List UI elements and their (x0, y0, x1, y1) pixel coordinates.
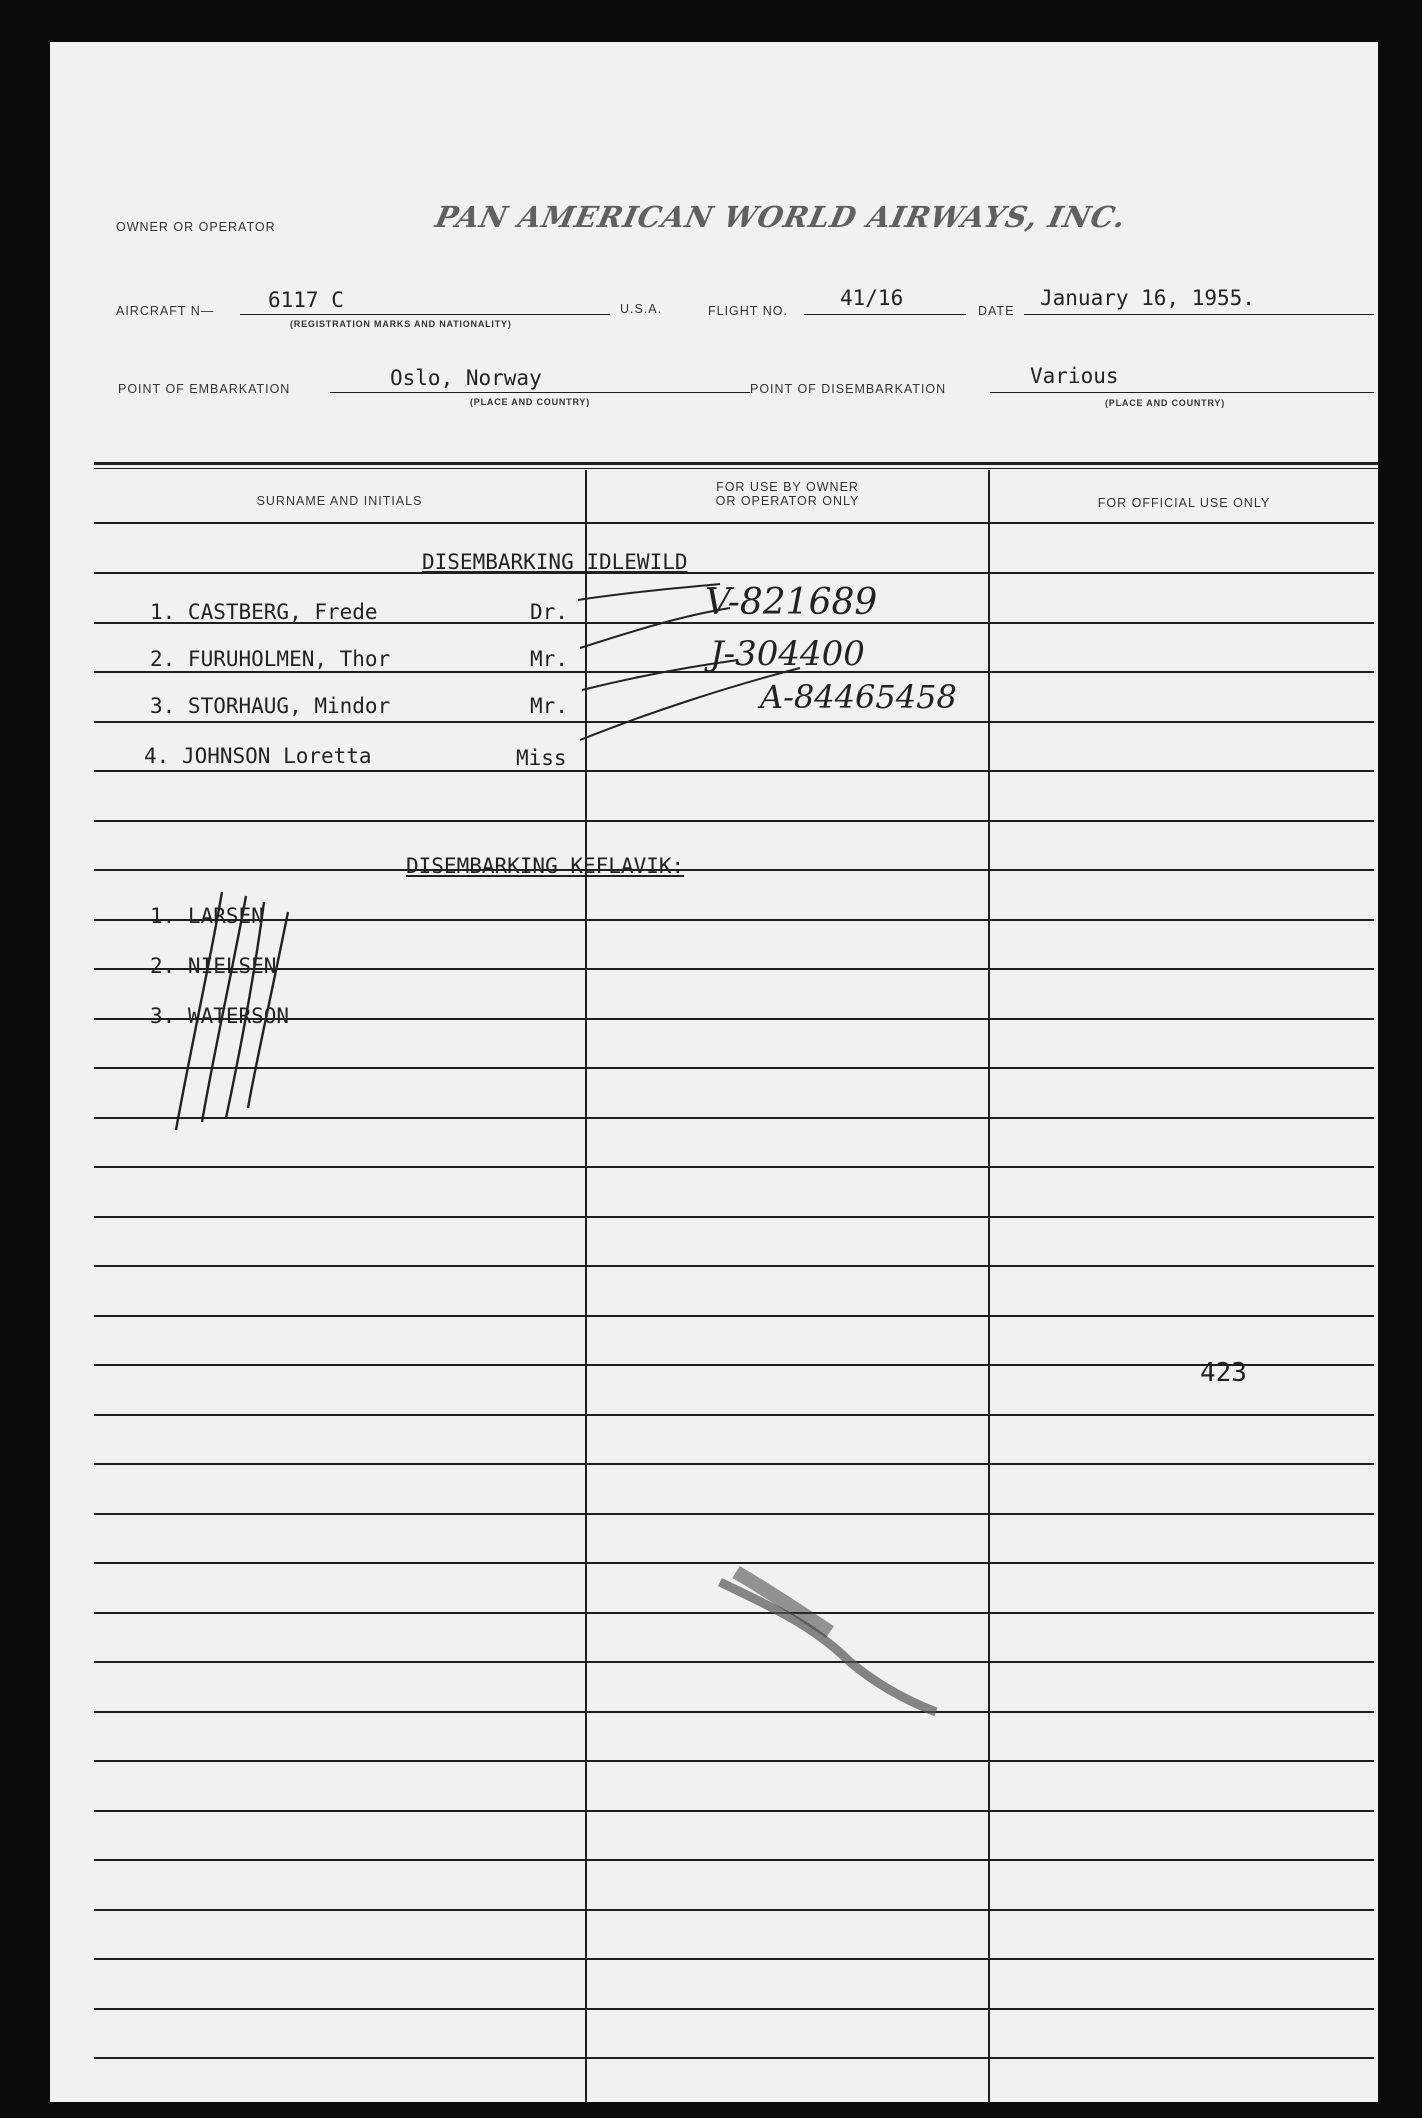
handwritten-strokes (570, 572, 990, 772)
table-rule (94, 1364, 1374, 1366)
passenger-name: 4. JOHNSON Loretta (144, 744, 372, 768)
cross-out-strokes (160, 882, 320, 1142)
table-top-rule (94, 462, 1378, 465)
table-rule (94, 1315, 1374, 1317)
table-rule (94, 1958, 1374, 1960)
passenger-name: 1. LARSEN (150, 904, 264, 928)
passenger-name: 2. FURUHOLMEN, Thor (150, 647, 391, 671)
passenger-code: A-84465458 (760, 678, 957, 716)
flight-label: FLIGHT NO. (708, 304, 788, 318)
table-rule (94, 1810, 1374, 1812)
section-heading-idlewild: DISEMBARKING IDLEWILD (422, 550, 688, 574)
table-rule (94, 869, 1374, 871)
disembark-value: Various (1030, 364, 1119, 388)
table-top-rule-2 (94, 468, 1378, 469)
embark-note: (PLACE AND COUNTRY) (470, 397, 591, 407)
date-label: DATE (978, 304, 1015, 318)
table-rule (94, 1859, 1374, 1861)
passenger-title: Dr. (530, 600, 568, 624)
owner-value: PAN AMERICAN WORLD AIRWAYS, INC. (432, 200, 1130, 234)
usa-label: U.S.A. (620, 302, 663, 316)
passenger-title: Mr. (530, 647, 568, 671)
col2-header-line1: FOR USE BY OWNER (716, 480, 859, 494)
passenger-name: 2. NIELSEN (150, 954, 277, 978)
disembark-label: POINT OF DISEMBARKATION (750, 382, 947, 396)
aircraft-label: AIRCRAFT N— (116, 304, 215, 318)
table-rule (94, 1909, 1374, 1911)
owner-label: OWNER OR OPERATOR (116, 220, 276, 234)
page-number: 423 (1200, 1358, 1247, 1388)
flight-value: 41/16 (840, 286, 904, 310)
table-rule (94, 2057, 1374, 2059)
table-rule (94, 820, 1374, 822)
manifest-sheet (50, 42, 1378, 2102)
col2-header-line2: OR OPERATOR ONLY (715, 494, 860, 508)
ink-smudge (700, 1512, 960, 1732)
passenger-code: J-304400 (710, 634, 865, 674)
col1-header: SURNAME AND INITIALS (256, 494, 423, 508)
table-rule (94, 1166, 1374, 1168)
embark-label: POINT OF EMBARKATION (118, 382, 291, 396)
table-rule (94, 522, 1374, 524)
table-rule (94, 1463, 1374, 1465)
table-rule (94, 1414, 1374, 1416)
table-rule (94, 2008, 1374, 2010)
aircraft-value: 6117 C (268, 288, 344, 312)
date-value: January 16, 1955. (1040, 286, 1255, 310)
date-underline (1024, 314, 1374, 315)
passenger-name: 3. STORHAUG, Mindor (150, 694, 391, 718)
passenger-name: 3. WATERSON (150, 1004, 290, 1028)
flight-underline (804, 314, 966, 315)
passenger-name: 1. CASTBERG, Frede (150, 600, 378, 624)
passenger-code: V-821689 (705, 582, 878, 623)
table-rule (94, 1216, 1374, 1218)
table-rule (94, 1760, 1374, 1762)
table-rule (94, 1265, 1374, 1267)
section-heading-keflavik: DISEMBARKING KEFLAVIK: (406, 854, 685, 878)
passenger-title: Mr. (530, 694, 568, 718)
embark-value: Oslo, Norway (390, 366, 542, 390)
passenger-title: Miss (516, 746, 567, 770)
disembark-note: (PLACE AND COUNTRY) (1105, 398, 1226, 408)
col3-header: FOR OFFICIAL USE ONLY (1097, 496, 1271, 510)
registration-note: (REGISTRATION MARKS AND NATIONALITY) (290, 319, 512, 329)
aircraft-underline (240, 314, 610, 315)
embark-underline (330, 392, 750, 393)
disembark-underline (990, 392, 1374, 393)
